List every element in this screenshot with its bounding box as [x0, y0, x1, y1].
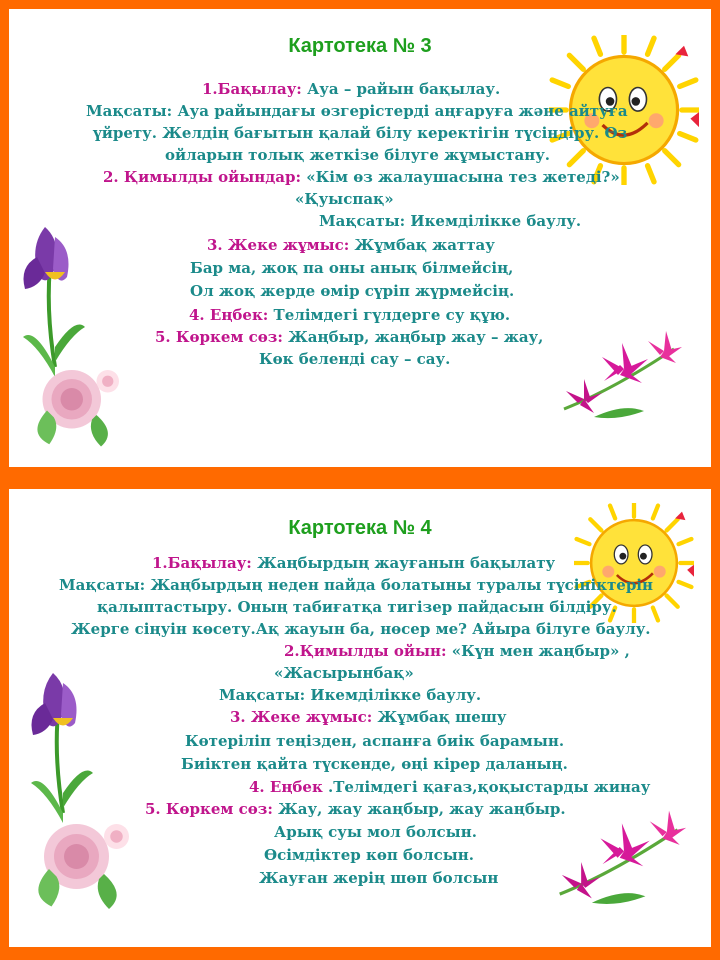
- poem-line: Өсімдіктер көп болсын.: [264, 846, 474, 864]
- text-line: «Қуыспақ»: [295, 190, 394, 208]
- poem-line: Арық суы мол болсын.: [274, 823, 477, 841]
- text-line: Мақсаты: Икемділікке баулу.: [319, 212, 582, 230]
- card-slide-4: [0, 480, 720, 960]
- labor-line: 4. Еңбек .Телімдегі қағаз,қоқыстарды жинау: [249, 778, 651, 796]
- observation-line: 1.Бақылау: Жаңбырдың жауғанын бақылату: [152, 554, 556, 572]
- individual-work-line: 3. Жеке жұмыс: Жұмбақ шешу: [230, 708, 507, 726]
- card-body: [9, 489, 711, 947]
- card-body: [9, 9, 711, 467]
- rose-flower-icon: [29, 361, 119, 451]
- goal-line: Мақсаты: Ауа райындағы өзгерістерді аңғаруға және айтуға: [86, 102, 628, 120]
- poem-line: 5. Көркем сөз: Жаңбыр, жаңбыр жау – жау,: [155, 328, 544, 346]
- riddle-line: Бар ма, жоқ па оны анық білмейсің,: [190, 259, 514, 277]
- lily-flower-icon: [549, 807, 699, 917]
- lily-flower-icon: [549, 329, 699, 429]
- poem-line: Жауған жерің шөп болсын: [259, 869, 499, 887]
- games-line: 2.Қимылды ойын: «Күн мен жаңбыр» ,: [284, 642, 630, 660]
- riddle-line: Ол жоқ жерде өмір сүріп жүрмейсің.: [190, 282, 515, 300]
- card-title: Картотека № 3: [288, 35, 432, 57]
- games-line: 2. Қимылды ойындар: «Кім өз жалаушасына тез жетеді?»: [103, 168, 620, 186]
- individual-work-line: 3. Жеке жұмыс: Жұмбақ жаттау: [207, 236, 495, 254]
- text-line: ойларын толық жеткізе білуге жұмыстану.: [165, 146, 551, 164]
- labor-line: 4. Еңбек: Телімдегі гүлдерге су құю.: [189, 306, 511, 324]
- text-line: Мақсаты: Икемділікке баулу.: [219, 686, 482, 704]
- text-line: «Жасырынбақ»: [274, 664, 414, 682]
- iris-flower-icon: [23, 663, 103, 833]
- observation-line: 1.Бақылау: Ауа – райын бақылау.: [202, 80, 501, 98]
- riddle-line: Көтеріліп теңізден, аспанға биік барамын.: [185, 732, 565, 750]
- rose-flower-icon: [29, 809, 129, 919]
- text-line: Жерге сіңуін көсету.Ақ жауын ба, нөсер ме? Айыра білуге баулу.: [71, 620, 651, 638]
- riddle-line: Биіктен қайта түскенде, өңі кірер даланың.: [181, 755, 568, 773]
- text-line: қалыптастыру. Оның табиғатқа тигізер пайдасын білдіру.: [97, 598, 617, 616]
- goal-line: Мақсаты: Жаңбырдың неден пайда болатыны туралы түсініктерін: [59, 576, 653, 594]
- text-line: үйрету. Желдің бағытын қалай білу керектігін түсіндіру. Өз: [93, 124, 628, 142]
- card-title: Картотека № 4: [288, 517, 432, 539]
- poem-line: 5. Көркем сөз: Жау, жау жаңбыр, жау жаңбыр.: [145, 800, 566, 818]
- poem-line: Көк беленді сау – сау.: [259, 350, 451, 368]
